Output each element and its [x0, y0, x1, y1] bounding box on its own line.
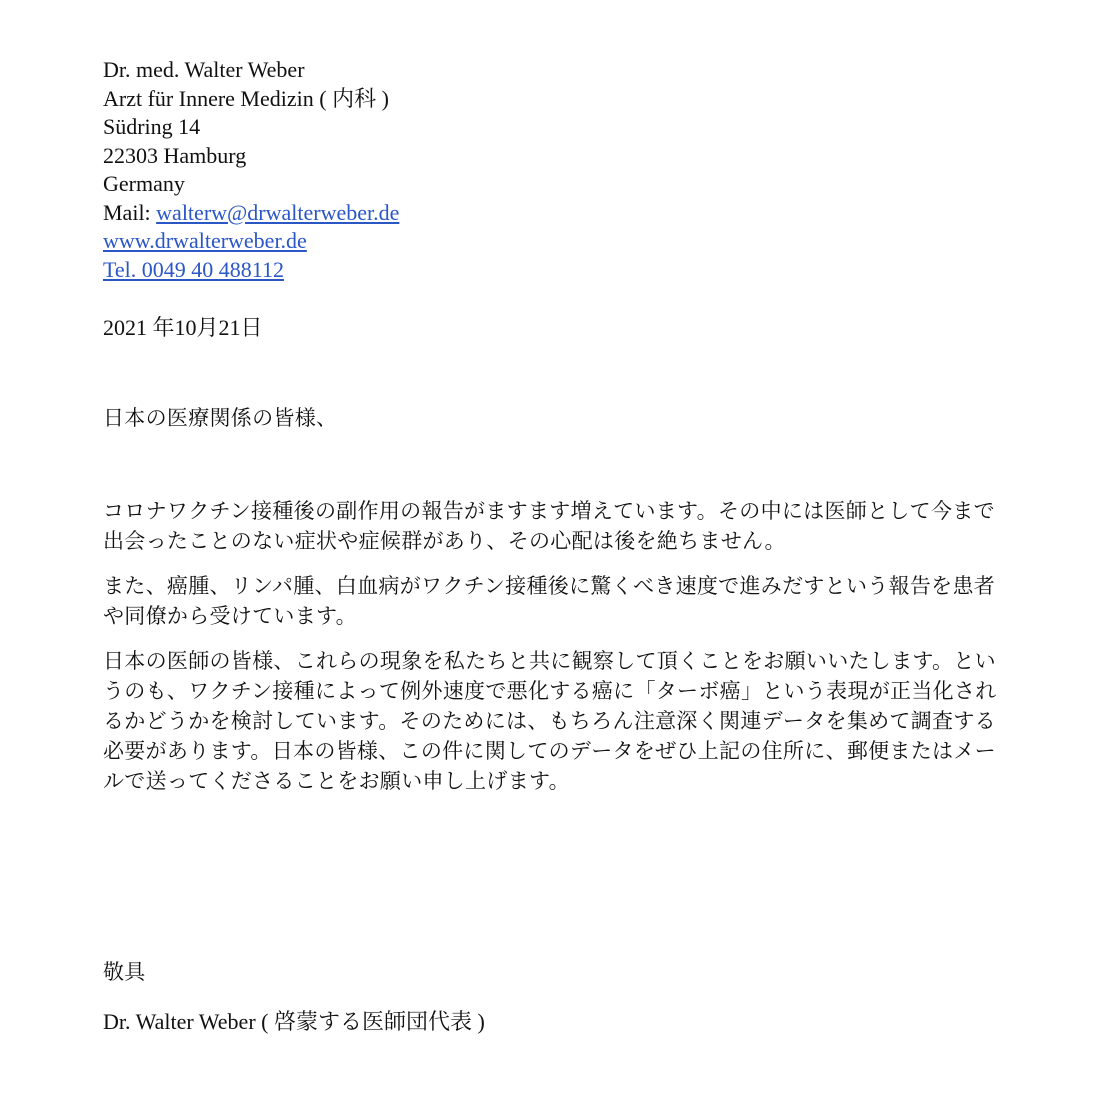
sender-street: Südring 14	[103, 114, 201, 139]
mail-label: Mail:	[103, 199, 157, 225]
letter-date: 2021 年10月21日	[103, 315, 263, 340]
body-paragraph-1: コロナワクチン接種後の副作用の報告がますます増えています。その中には医師として今まで出会ったことのない症状や症候群があり、その心配は後を絶ちません。	[103, 499, 995, 553]
email-link[interactable]: walterw@drwalterweber.de	[156, 199, 400, 225]
body-paragraph-3: 日本の医師の皆様、これらの現象を私たちと共に観察して頂くことをお願いいたします。というのも、ワクチン接種によって例外速度で悪化する癌に「ターボ癌」という表現が正当化されるかどうかを検討しています。そのためには、もちろん注意深く関連データを集めて調査する必要があります。日本の皆様、この件に関してのデータをぜひ上記の住所に、郵便またはメールで送ってくださることをお願い申し上げます。	[103, 649, 997, 793]
sender-address-block	[103, 56, 803, 284]
sender-title: Arzt für Innere Medizin ( 内科 )	[103, 85, 389, 111]
signature: Dr. Walter Weber ( 啓蒙する医師団代表 )	[103, 1009, 485, 1034]
sender-country: Germany	[103, 171, 185, 196]
letter-body	[103, 496, 1003, 811]
salutation: 日本の医療関係の皆様、	[103, 406, 338, 430]
sender-mail-line	[103, 199, 803, 228]
sender-name: Dr. med. Walter Weber	[103, 57, 305, 82]
sender-phone-line	[103, 256, 803, 285]
website-link[interactable]: www.drwalterweber.de	[103, 228, 307, 253]
sender-city: 22303 Hamburg	[103, 142, 247, 168]
phone-link[interactable]: Tel. 0049 40 488112	[103, 256, 284, 282]
sender-website-line	[103, 227, 803, 256]
body-paragraph-2: また、癌腫、リンパ腫、白血病がワクチン接種後に驚くべき速度で進みだすという報告を患者や同僚から受けています。	[103, 574, 996, 628]
closing: 敬具	[103, 960, 146, 984]
